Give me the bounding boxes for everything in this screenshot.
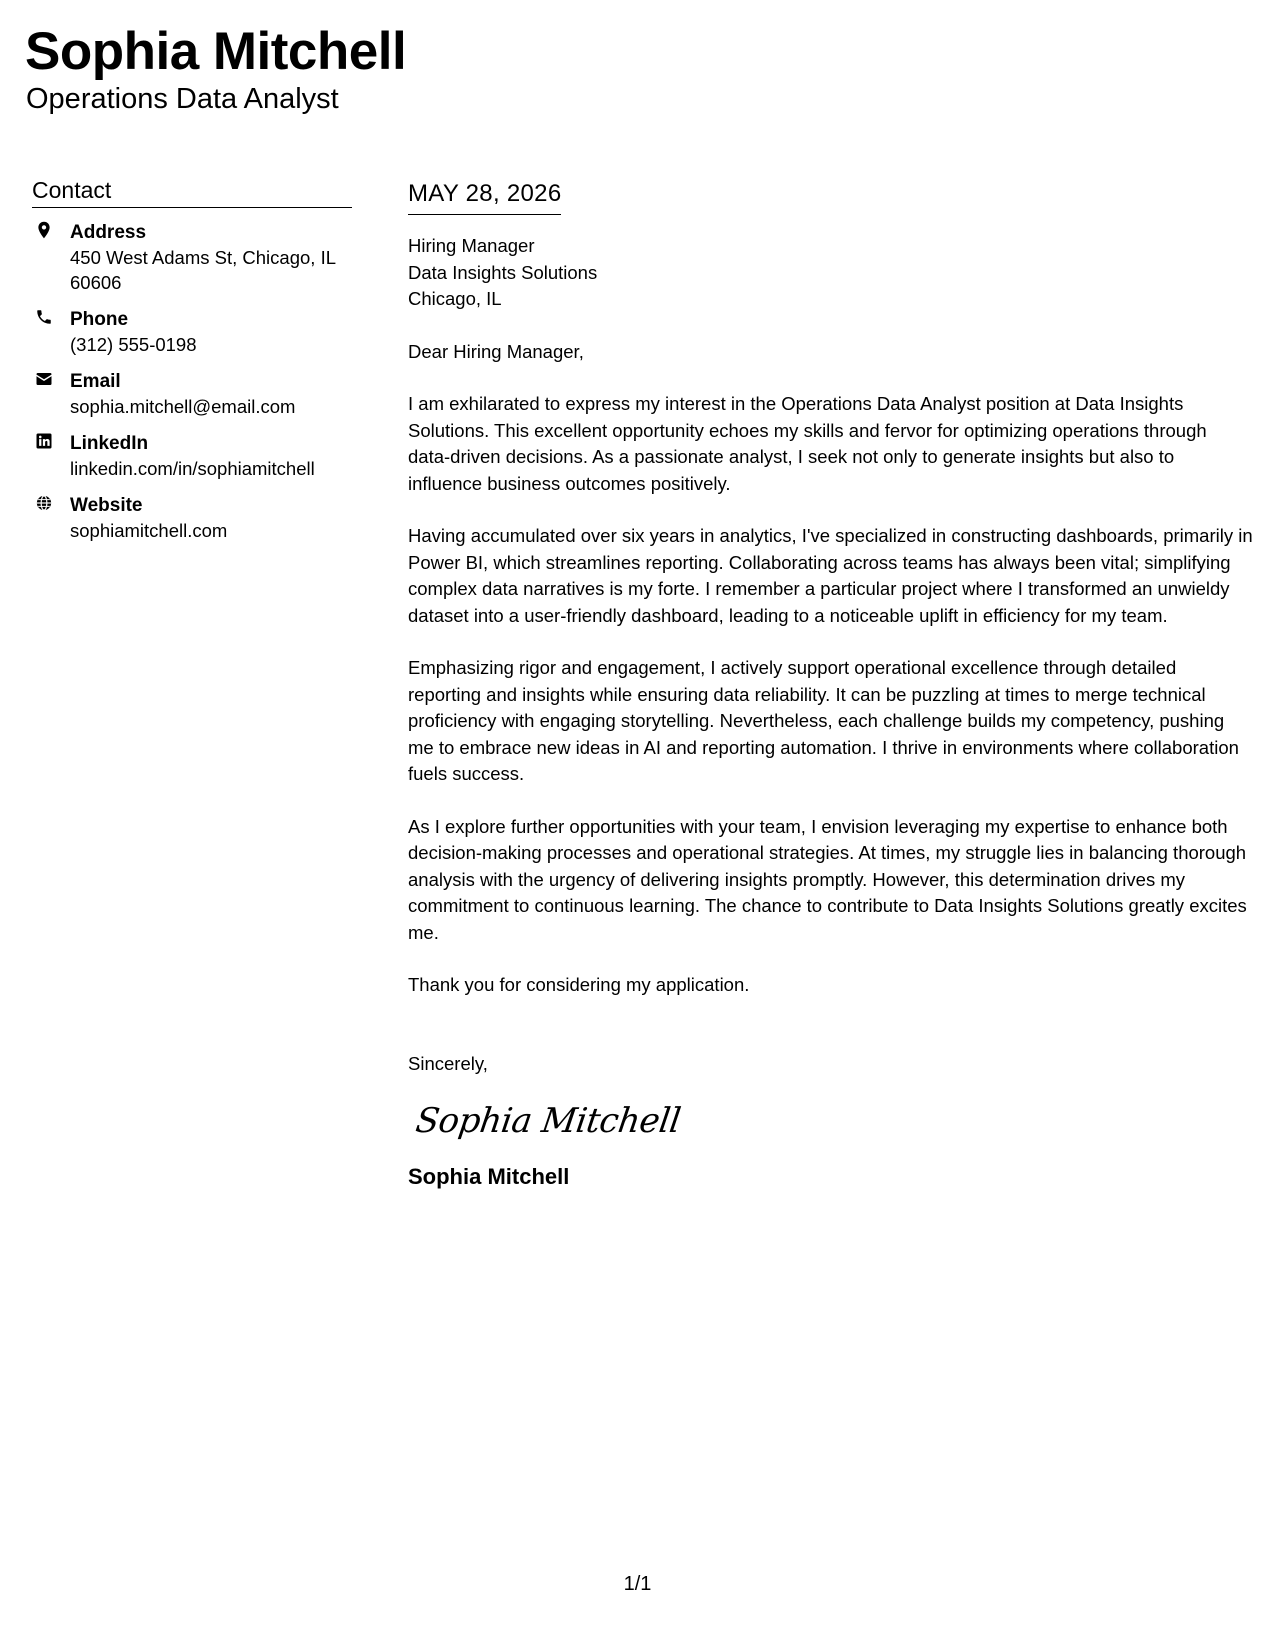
contact-item-linkedin bbox=[32, 431, 352, 481]
email-label: Email bbox=[70, 371, 121, 392]
contact-heading: Contact bbox=[32, 176, 352, 208]
letter-date: MAY 28, 2026 bbox=[408, 178, 561, 215]
globe-icon bbox=[35, 494, 53, 512]
map-pin-icon bbox=[35, 221, 53, 239]
body-paragraph: Emphasizing rigor and engagement, I actively support operational excellence through detailed reporting and insights while ensuring data reliability. It can be puzzling at times to merge technical proficiency with engaging storytelling. Nevertheless, each challenge builds my competency, pushing me to embrace new ideas in AI and reporting automation. I thrive in environments where collaboration fuels success. bbox=[408, 657, 1239, 784]
contact-sidebar bbox=[32, 176, 352, 555]
website-value: sophiamitchell.com bbox=[70, 520, 228, 541]
body-paragraph: As I explore further opportunities with your team, I envision leveraging my expertise to enhance both decision-making processes and operational strategies. At times, my struggle lies in balancing thorough analysis with the urgency of delivering insights promptly. However, this determination drives my commitment to continuous learning. The chance to contribute to Data Insights Solutions greatly excites me. bbox=[408, 815, 1247, 943]
body-paragraph: Having accumulated over six years in analytics, I've specialized in constructing dashboards, primarily in Power BI, which streamlines reporting. Collaborating across teams has always been vital; simplifying complex data narratives is my forte. I remember a particular project where I transformed an unwieldy dataset into a user-friendly dashboard, leading to a noticeable uplift in efficiency for my team. bbox=[408, 525, 1253, 626]
body-paragraph: Thank you for considering my application. bbox=[408, 974, 750, 995]
recipient-location: Chicago, IL bbox=[408, 288, 502, 309]
signed-name: Sophia Mitchell bbox=[408, 1164, 570, 1189]
recipient-title: Hiring Manager bbox=[408, 235, 535, 256]
salutation: Dear Hiring Manager, bbox=[408, 340, 584, 362]
phone-value: (312) 555-0198 bbox=[70, 334, 197, 355]
recipient-company: Data Insights Solutions bbox=[408, 261, 598, 283]
applicant-role: Operations Data Analyst bbox=[26, 83, 339, 115]
linkedin-value: linkedin.com/in/sophiamitchell bbox=[70, 458, 315, 479]
contact-item-email bbox=[32, 369, 352, 419]
handwritten-signature: Sophia Mitchell bbox=[413, 1101, 683, 1141]
applicant-name: Sophia Mitchell bbox=[25, 22, 407, 81]
closing: Sincerely, bbox=[408, 1052, 488, 1074]
linkedin-label: LinkedIn bbox=[70, 433, 149, 454]
contact-item-website bbox=[32, 493, 352, 543]
website-label: Website bbox=[70, 495, 143, 516]
envelope-icon bbox=[35, 370, 53, 388]
address-value: 450 West Adams St, Chicago, IL 60606 bbox=[70, 247, 336, 293]
phone-label: Phone bbox=[70, 309, 129, 330]
recipient-block bbox=[408, 233, 1253, 313]
contact-item-phone bbox=[32, 307, 352, 357]
page-number: 1/1 bbox=[623, 1573, 652, 1595]
contact-item-address bbox=[32, 220, 352, 295]
email-value: sophia.mitchell@email.com bbox=[70, 396, 296, 417]
address-label: Address bbox=[70, 222, 147, 243]
body-paragraph: I am exhilarated to express my interest in the Operations Data Analyst position at Data Insights Solutions. This excellent opportunity echoes my skills and fervor for optimizing operations through data-driven decisions. As a passionate analyst, I seek not only to generate insights but also to influence business outcomes positively. bbox=[408, 393, 1207, 494]
linkedin-icon bbox=[35, 432, 53, 450]
phone-icon bbox=[35, 308, 53, 326]
cover-letter bbox=[408, 178, 1253, 1191]
